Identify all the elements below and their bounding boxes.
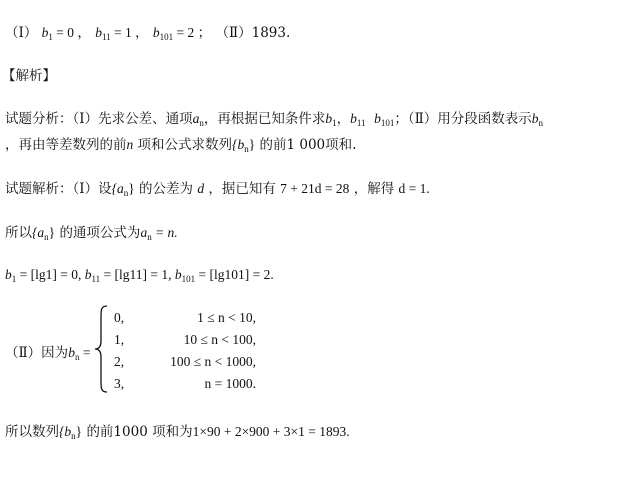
analysis-text-3: ；（Ⅱ）用分段函数表示 xyxy=(394,111,532,127)
left-brace-icon xyxy=(92,305,112,393)
piecewise-equals: = xyxy=(79,345,91,360)
d-symbol: d xyxy=(197,181,205,196)
case-value-1: 1, xyxy=(114,332,125,347)
analysis-text-2: ，再根据已知条件求 xyxy=(203,111,326,127)
bn-subscript: n xyxy=(538,118,544,128)
b11-subscript: 11 xyxy=(356,118,366,128)
general-term-text-1: 所以 xyxy=(5,225,32,241)
analysis-line-2 xyxy=(5,136,356,158)
an-set-subscript: n xyxy=(44,232,49,242)
b11-equation: = [lg11] = 1, xyxy=(100,267,175,282)
b101-subscript: 101 xyxy=(159,32,174,42)
part1-label: （Ⅰ） xyxy=(5,25,38,41)
solution-text-3: ，据已知有 xyxy=(208,181,276,197)
analysis-line2-b: 项和公式求数列 xyxy=(137,137,233,153)
an-set: {a xyxy=(32,225,45,240)
solution-line xyxy=(5,180,430,202)
case-value-0: 0, xyxy=(114,310,125,325)
solution-text-4: ，解得 xyxy=(353,181,395,197)
an-symbol: a xyxy=(192,111,200,126)
values-line xyxy=(5,266,274,288)
bn-symbol: b xyxy=(531,111,539,126)
case-condition-1: 10 ≤ n < 100, xyxy=(183,332,256,347)
conclusion-text-1: 所以数列 xyxy=(5,424,59,440)
an-set-close: } xyxy=(128,181,135,196)
b101-subscript: 101 xyxy=(380,118,395,128)
part2-answer: （Ⅱ）1893. xyxy=(215,25,291,41)
case-condition-2: 100 ≤ n < 1000, xyxy=(170,354,256,369)
piecewise-label: （Ⅱ）因为 xyxy=(5,345,69,361)
bn-set: {b xyxy=(232,137,245,152)
case-value-3: 3, xyxy=(114,376,125,391)
bn-symbol: b xyxy=(68,345,75,360)
b101-symbol: b xyxy=(152,25,160,40)
piecewise-brace xyxy=(92,305,112,393)
solution-result: d = 1. xyxy=(398,181,430,196)
b1-subscript: 1 xyxy=(332,118,337,128)
an-subscript: n xyxy=(199,118,204,128)
b1-symbol: b xyxy=(41,25,49,40)
conclusion-equation: 1×90 + 2×900 + 3×1 = 1893. xyxy=(192,424,350,439)
b1-symbol: b xyxy=(325,111,333,126)
b101-subscript: 101 xyxy=(181,274,196,284)
analysis-line-1 xyxy=(5,110,543,132)
piecewise-label-line xyxy=(5,344,90,366)
b1-symbol: b xyxy=(5,267,12,282)
bn-set-close: } xyxy=(75,424,83,439)
b1-equation: = [lg1] = 0, xyxy=(16,267,85,282)
b11-symbol: b xyxy=(84,267,92,282)
conclusion-line xyxy=(5,423,350,445)
solution-label: 试题解析：（Ⅰ）设 xyxy=(5,181,112,197)
b101-symbol: b xyxy=(374,111,381,126)
separator: ， xyxy=(336,111,351,127)
general-term-text-2: 的通项公式为 xyxy=(59,225,141,241)
bn-subscript: n xyxy=(74,352,80,362)
b1-value: = 0 ， xyxy=(52,25,91,40)
bn-set: {b xyxy=(59,424,72,439)
case-condition-0: 1 ≤ n < 10, xyxy=(197,310,256,325)
bn-set-close: } xyxy=(248,137,256,152)
an-set: {a xyxy=(111,181,124,196)
an-subscript: n xyxy=(147,232,152,242)
b11-subscript: 11 xyxy=(91,274,101,284)
b11-symbol: b xyxy=(95,25,102,40)
analysis-label: 试题分析：（Ⅰ）先求公差、通项 xyxy=(5,111,193,127)
bn-set-subscript: n xyxy=(71,431,76,441)
b101-value: = 2 ； xyxy=(173,25,212,40)
b1-subscript: 1 xyxy=(48,32,53,42)
b11-value: = 1 ， xyxy=(110,25,149,40)
conclusion-text-2: 的前1000 项和为 xyxy=(86,424,193,440)
solution-equation: 7 + 21d = 28 xyxy=(280,181,350,196)
analysis-line2-c: 的前1 000项和. xyxy=(259,137,357,153)
an-symbol: a xyxy=(140,225,148,240)
b11-symbol: b xyxy=(350,111,357,126)
section-heading: 【解析】 xyxy=(2,68,56,84)
an-set-subscript: n xyxy=(123,188,129,198)
b101-equation: = [lg101] = 2. xyxy=(195,267,274,282)
an-set-close: } xyxy=(48,225,56,240)
case-condition-3: n = 1000. xyxy=(204,376,256,391)
case-value-2: 2, xyxy=(114,354,125,369)
analysis-line2-a: ，再由等差数列的前 xyxy=(5,137,127,153)
b101-symbol: b xyxy=(174,267,182,282)
bn-set-subscript: n xyxy=(244,144,249,154)
general-term-line xyxy=(5,224,178,246)
b1-subscript: 1 xyxy=(11,274,17,284)
b11-subscript: 11 xyxy=(101,32,111,42)
general-term-equation: = n. xyxy=(151,225,178,240)
solution-text-2: 的公差为 xyxy=(139,181,194,197)
answer-line xyxy=(5,24,290,46)
n-symbol: n xyxy=(126,137,134,152)
